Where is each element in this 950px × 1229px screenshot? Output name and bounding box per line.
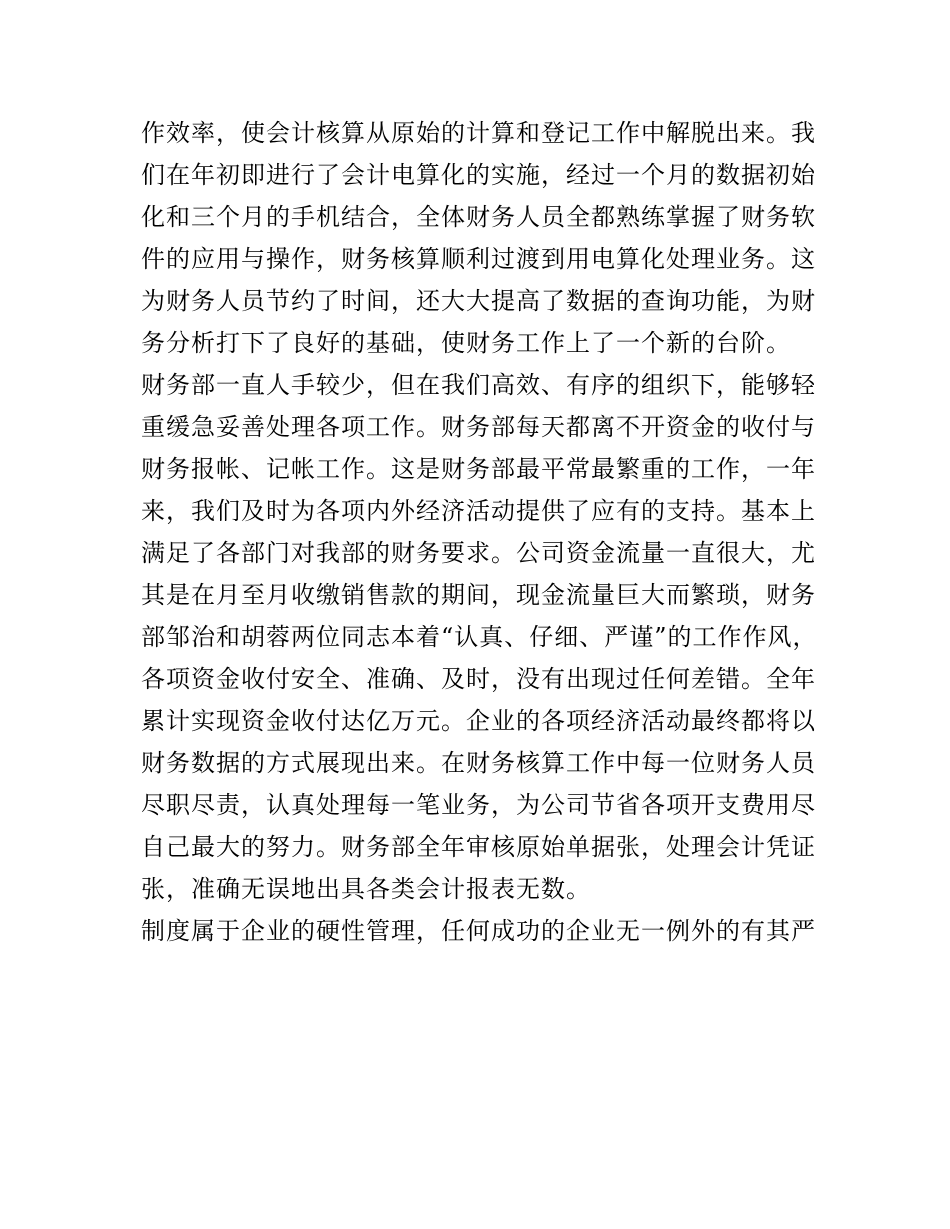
text-line: 财务部一直人手较少，但在我们高效、有序的组织下，能够轻 [141,371,816,399]
text-line: 为财务人员节约了时间，还大大提高了数据的查询功能，为财 [141,287,816,315]
text-line: 们在年初即进行了会计电算化的实施，经过一个月的数据初始 [141,161,816,189]
document-page [141,112,821,952]
text-line: 累计实现资金收付达亿万元。企业的各项经济活动最终都将以 [141,707,816,735]
text-line: 满足了各部门对我部的财务要求。公司资金流量一直很大，尤 [141,539,816,567]
text-line: 件的应用与操作，财务核算顺利过渡到用电算化处理业务。这 [141,245,816,273]
paragraph-3 [141,910,821,952]
text-line: 各项资金收付安全、准确、及时，没有出现过任何差错。全年 [141,665,816,693]
text-line: 尽职尽责，认真处理每一笔业务，为公司节省各项开支费用尽 [141,791,816,819]
text-line: 其是在月至月收缴销售款的期间，现金流量巨大而繁琐，财务 [141,581,816,609]
text-line: 作效率，使会计核算从原始的计算和登记工作中解脱出来。我 [141,119,816,147]
text-line: 制度属于企业的硬性管理，任何成功的企业无一例外的有其严 [141,917,816,945]
paragraph-1 [141,112,821,364]
text-line: 来，我们及时为各项内外经济活动提供了应有的支持。基本上 [141,497,816,525]
paragraph-2 [141,364,821,910]
text-line: 财务数据的方式展现出来。在财务核算工作中每一位财务人员 [141,749,816,777]
text-line: 重缓急妥善处理各项工作。财务部每天都离不开资金的收付与 [141,413,816,441]
text-line: 张，准确无误地出具各类会计报表无数。 [141,875,591,903]
text-line: 自己最大的努力。财务部全年审核原始单据张，处理会计凭证 [141,833,816,861]
text-line: 务分析打下了良好的基础，使财务工作上了一个新的台阶。 [141,329,791,357]
text-line: 化和三个月的手机结合，全体财务人员全都熟练掌握了财务软 [141,203,816,231]
text-line: 财务报帐、记帐工作。这是财务部最平常最繁重的工作，一年 [141,455,816,483]
text-line: 部邹治和胡蓉两位同志本着“认真、仔细、严谨”的工作作风， [141,623,818,651]
